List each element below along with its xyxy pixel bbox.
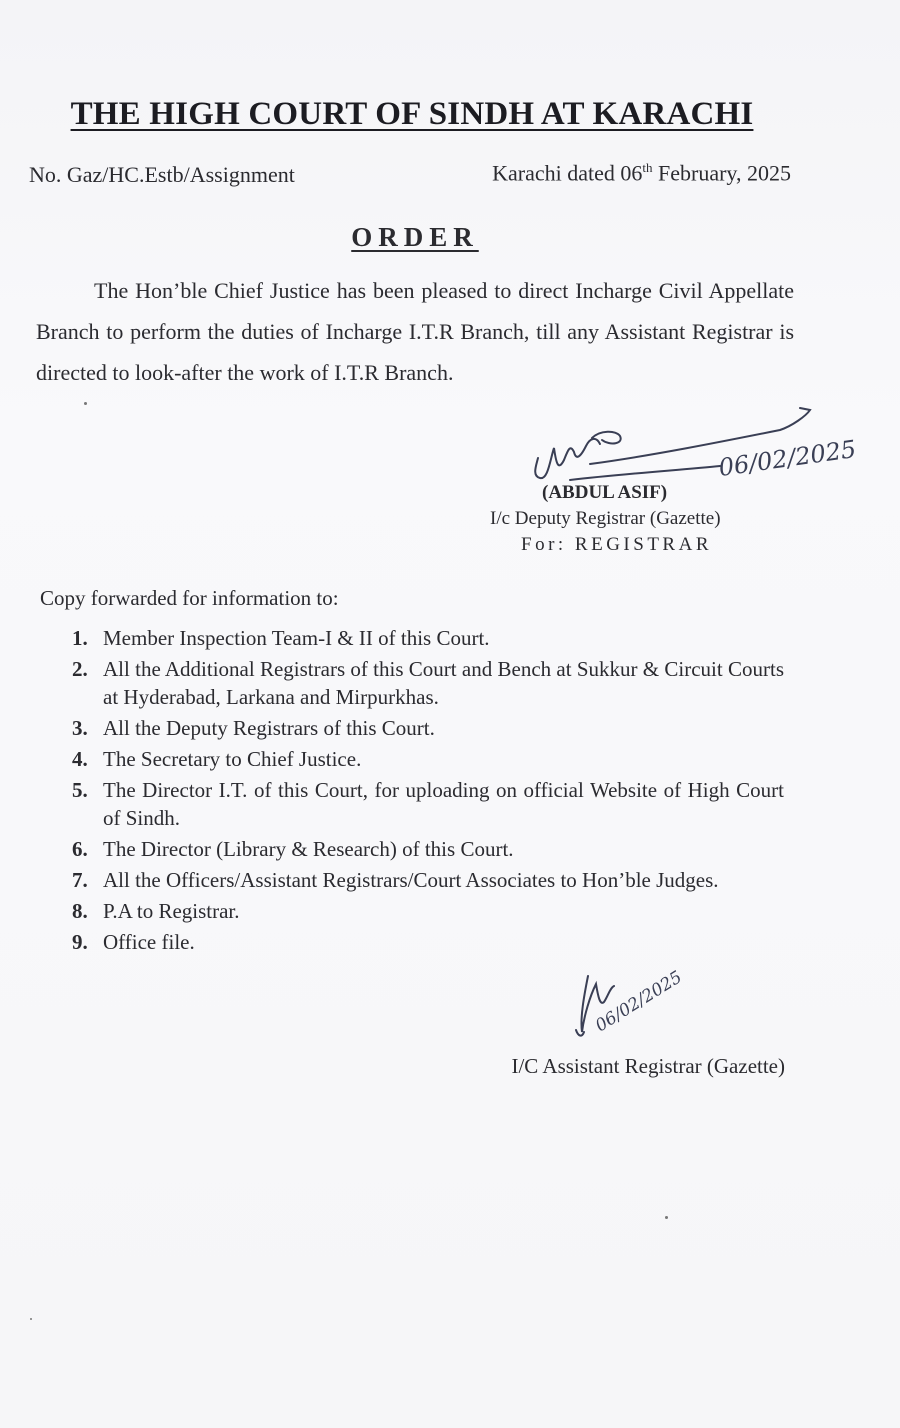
list-item-text: All the Deputy Registrars of this Court. — [103, 716, 435, 740]
handwritten-signature — [420, 400, 880, 490]
reference-number: No. Gaz/HC.Estb/Assignment — [29, 162, 295, 187]
list-item — [72, 776, 784, 832]
list-item-text: Member Inspection Team-I & II of this Court. — [103, 626, 490, 650]
list-item — [72, 897, 784, 925]
handwritten-initials — [568, 966, 718, 1046]
list-item-text: P.A to Registrar. — [103, 899, 240, 923]
list-item — [72, 928, 784, 956]
list-item — [72, 624, 784, 652]
order-date — [492, 160, 791, 186]
list-item-number: 4. — [72, 747, 88, 771]
scan-speck — [84, 402, 87, 405]
list-item-text: The Director (Library & Research) of this Court. — [103, 837, 514, 861]
list-item — [72, 655, 784, 711]
list-item-text: The Director I.T. of this Court, for uploading on official Website of High Court of Sindh. — [103, 778, 784, 830]
signatory-for-line: For: REGISTRAR — [521, 534, 712, 555]
signature-block — [420, 400, 880, 570]
signatory-title: I/c Deputy Registrar (Gazette) — [490, 508, 721, 529]
order-heading — [0, 222, 830, 253]
list-item-text: All the Officers/Assistant Registrars/Court Associates to Hon’ble Judges. — [103, 868, 719, 892]
court-title — [0, 96, 824, 133]
list-item-number: 1. — [72, 626, 88, 650]
list-item-number: 6. — [72, 837, 88, 861]
court-title-text: THE HIGH COURT OF SINDH AT KARACHI — [70, 96, 754, 132]
assistant-registrar-title: I/C Assistant Registrar (Gazette) — [511, 1054, 785, 1078]
list-item-number: 3. — [72, 716, 88, 740]
order-body: The Hon’ble Chief Justice has been pleased to direct Incharge Civil Appellate Branch to perform the duties of Incharge I.T.R Branch, till any Assistant Registrar is directed to look-after the work of I.T.R Branch. — [36, 278, 794, 385]
order-date-rest: February, 2025 — [652, 160, 791, 186]
copy-forwarded-list — [72, 624, 784, 959]
list-item-text: Office file. — [103, 930, 195, 954]
list-item-number: 2. — [72, 657, 88, 681]
scan-speck — [30, 1318, 32, 1320]
order-date-prefix: Karachi dated 06 — [492, 160, 643, 186]
list-item-number: 8. — [72, 899, 88, 923]
list-item — [72, 745, 784, 773]
list-item-number: 7. — [72, 868, 88, 892]
list-item-text: All the Additional Registrars of this Court and Bench at Sukkur & Circuit Courts at Hyderabad, Larkana and Mirpurkhas. — [103, 657, 784, 709]
scan-speck — [665, 1216, 668, 1219]
list-item — [72, 714, 784, 742]
copy-forwarded-intro: Copy forwarded for information to: — [40, 586, 339, 610]
handwritten-date-1: 06/02/2025 — [716, 434, 858, 482]
list-item-number: 5. — [72, 778, 88, 802]
signatory-name: (ABDUL ASIF) — [542, 482, 668, 503]
order-date-sup: th — [642, 160, 653, 175]
list-item-number: 9. — [72, 930, 88, 954]
list-item-text: The Secretary to Chief Justice. — [103, 747, 362, 771]
list-item — [72, 866, 784, 894]
list-item — [72, 835, 784, 863]
handwritten-date-2: 06/02/2025 — [592, 967, 686, 1037]
order-heading-text: ORDER — [351, 222, 479, 252]
